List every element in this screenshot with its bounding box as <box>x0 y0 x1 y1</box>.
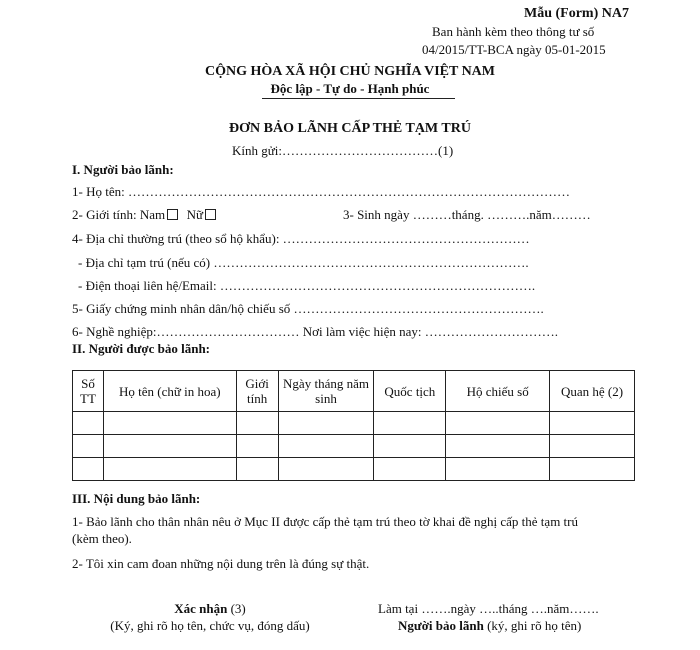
nation-title: CỘNG HÒA XÃ HỘI CHỦ NGHĨA VIỆT NAM <box>204 64 495 79</box>
field-contact: - Điện thoại liên hệ/Email: ………………………………………………………………. <box>78 278 536 293</box>
confirmation-title: Xác nhận (3) <box>174 601 246 616</box>
nation-motto: Độc lập - Tự do - Hạnh phúc <box>270 81 430 96</box>
table-cell[interactable] <box>103 412 236 435</box>
field-id-document: 5- Giấy chứng minh nhân dân/hộ chiếu số …………………………………………………. <box>72 301 544 316</box>
section1-heading: I. Người bảo lãnh: <box>72 162 174 177</box>
content-item-1-line-2: (kèm theo). <box>72 531 132 546</box>
table-cell[interactable] <box>278 458 374 481</box>
table-cell[interactable] <box>374 458 446 481</box>
issued-line-1: Ban hành kèm theo thông tư số <box>432 24 595 39</box>
col-header-relationship: Quan hệ (2) <box>550 371 635 412</box>
col-header-passport: Hộ chiếu số <box>446 371 550 412</box>
table-cell[interactable] <box>103 435 236 458</box>
table-cell[interactable] <box>236 435 278 458</box>
gender-female-label: Nữ <box>186 207 204 222</box>
female-checkbox[interactable] <box>205 209 216 220</box>
table-cell[interactable] <box>446 412 550 435</box>
table-row <box>73 412 635 435</box>
table-cell[interactable] <box>73 458 104 481</box>
place-date-line: Làm tại …….ngày …..tháng ….năm……. <box>378 601 599 616</box>
male-checkbox[interactable] <box>167 209 178 220</box>
table-cell[interactable] <box>236 412 278 435</box>
table-cell[interactable] <box>236 458 278 481</box>
content-item-2: 2- Tôi xin cam đoan những nội dung trên là đúng sự thật. <box>72 556 370 571</box>
col-header-gender: Giới tính <box>236 371 278 412</box>
content-item-1-line-1: 1- Bảo lãnh cho thân nhân nêu ở Mục II được cấp thẻ tạm trú theo tờ khai đề nghị cấp thẻ tạm trú <box>72 514 578 529</box>
section3-heading: III. Nội dung bảo lãnh: <box>72 491 201 506</box>
table-cell[interactable] <box>278 435 374 458</box>
document-title: ĐƠN BẢO LÃNH CẤP THẺ TẠM TRÚ <box>229 121 471 136</box>
table-cell[interactable] <box>103 458 236 481</box>
table-row <box>73 435 635 458</box>
field-occupation: 6- Nghề nghiệp:…………………………… Nơi làm việc hiện nay: …………………………. <box>72 324 559 339</box>
col-header-birth-date: Ngày tháng năm sinh <box>278 371 374 412</box>
table-cell[interactable] <box>278 412 374 435</box>
issued-line-2: 04/2015/TT-BCA ngày 05-01-2015 <box>422 42 606 57</box>
section2-heading: II. Người được bảo lãnh: <box>72 341 210 356</box>
table-cell[interactable] <box>446 458 550 481</box>
form-code: Mẫu (Form) NA7 <box>524 6 629 21</box>
table-cell[interactable] <box>550 435 635 458</box>
table-cell[interactable] <box>374 412 446 435</box>
sponsored-persons-table <box>72 370 635 481</box>
table-header-row <box>73 371 635 412</box>
col-header-full-name: Họ tên (chữ in hoa) <box>103 371 236 412</box>
col-header-no: Số TT <box>73 371 104 412</box>
table-cell[interactable] <box>550 412 635 435</box>
sponsor-signature-title: Người bảo lãnh (ký, ghi rõ họ tên) <box>398 618 582 633</box>
table-cell[interactable] <box>550 458 635 481</box>
table-row <box>73 458 635 481</box>
field-permanent-address: 4- Địa chỉ thường trú (theo sổ hộ khẩu): ………………………………………………… <box>72 231 530 246</box>
col-header-nationality: Quốc tịch <box>374 371 446 412</box>
gender-label: 2- Giới tính: Nam <box>72 207 166 222</box>
field-birth-date: 3- Sinh ngày ………tháng. ……….năm……… <box>343 207 591 222</box>
field-name: 1- Họ tên: ………………………………………………………………………………………… <box>72 184 570 199</box>
table-cell[interactable] <box>374 435 446 458</box>
field-temp-address: - Địa chỉ tạm trú (nếu có) ………………………………………………………………. <box>78 255 529 270</box>
table-cell[interactable] <box>73 412 104 435</box>
motto-underline <box>262 98 455 99</box>
table-cell[interactable] <box>446 435 550 458</box>
recipient-line: Kính gửi:………………………………(1) <box>232 143 454 158</box>
field-gender <box>72 207 218 223</box>
confirmation-subtitle: (Ký, ghi rõ họ tên, chức vụ, đóng dấu) <box>110 618 310 633</box>
table-cell[interactable] <box>73 435 104 458</box>
